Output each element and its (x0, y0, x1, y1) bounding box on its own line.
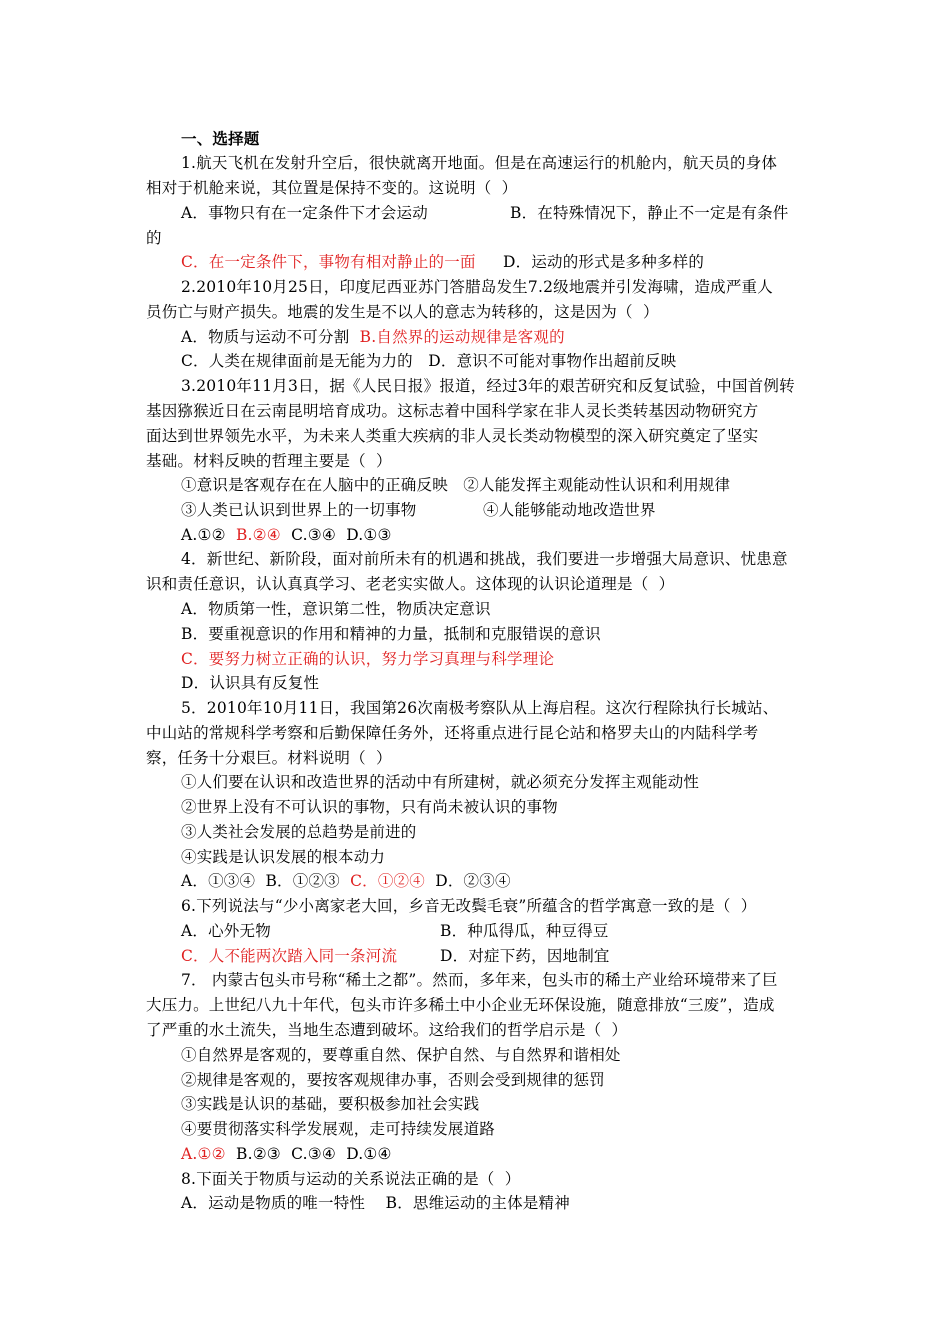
text-line (181, 1070, 605, 1090)
line-text: ①意识是客观存在在人脑中的正确反映 ②人能发挥主观能动性认识和利用规律 (181, 476, 731, 494)
line-text: ①人们要在认识和改造世界的活动中有所建树，就必须充分发挥主观能动性 (181, 773, 700, 791)
text-line (181, 946, 397, 966)
line-text: A．事物只有在一定条件下才会运动 (181, 204, 428, 222)
line-text: 基础。材料反映的哲理主要是（ ） (146, 452, 392, 470)
answer-highlight: B.自然界的运动规律是客观的 (359, 328, 565, 346)
text-line (181, 772, 699, 792)
text-line (181, 624, 601, 644)
line-text: A．物质第一性，意识第二性，物质决定意识 (181, 600, 491, 618)
text-line (510, 203, 789, 223)
text-line (146, 574, 674, 594)
line-text: B．种瓜得瓜，种豆得豆 (440, 922, 609, 940)
text-line (146, 178, 517, 198)
line-text: ③人类已认识到世界上的一切事物 (181, 501, 417, 519)
text-line (146, 451, 392, 471)
line-text: C．人类在规律面前是无能为力的 D．意识不可能对事物作出超前反映 (181, 352, 677, 370)
line-text: ③实践是认识的基础，要积极参加社会实践 (181, 1095, 480, 1113)
line-text: 8.下面关于物质与运动的关系说法正确的是（ ） (181, 1170, 521, 1188)
line-text: 1.航天飞机在发射升空后，很快就离开地面。但是在高速运行的机舱内，航天员的身体 (181, 154, 778, 172)
answer-highlight: C．①②④ (350, 872, 425, 890)
text-line (181, 871, 511, 891)
line-text: 7． 内蒙古包头市号称“稀土之都”。然而，多年来，包头市的稀土产业给环境带来了巨 (181, 971, 778, 989)
text-line (181, 376, 795, 396)
text-line (181, 500, 417, 520)
text-line (181, 153, 777, 173)
text-line (181, 797, 558, 817)
text-line (483, 500, 656, 520)
line-text: 相对于机舱来说，其位置是保持不变的。这说明（ ） (146, 179, 518, 197)
answer-highlight: C．在一定条件下，事物有相对静止的一面 (181, 253, 476, 271)
line-text: 4．新世纪、新阶段，面对前所未有的机遇和挑战，我们要进一步增强大局意识、忧患意 (181, 550, 788, 568)
text-line (181, 549, 788, 569)
text-line (146, 228, 162, 248)
heading-text: 一、选择题 (181, 129, 260, 148)
text-line (146, 302, 659, 322)
line-text: B．要重视意识的作用和精神的力量，抵制和克服错误的意识 (181, 625, 601, 643)
line-text: D．运动的形式是多种多样的 (503, 253, 705, 271)
line-text: ③人类社会发展的总趋势是前进的 (181, 823, 417, 841)
text-line (440, 946, 610, 966)
text-line (181, 847, 385, 867)
line-text: A．物质与运动不可分割 (181, 328, 360, 346)
text-line (181, 896, 757, 916)
line-text: 基因猕猴近日在云南昆明培育成功。这标志着中国科学家在非人灵长类转基因动物研究方 (146, 402, 759, 420)
text-line (146, 401, 758, 421)
line-text: 员伤亡与财产损失。地震的发生是不以人的意志为转移的，这是因为（ ） (146, 303, 659, 321)
text-line (181, 475, 730, 495)
answer-highlight: A.①② (181, 1145, 226, 1163)
text-line (181, 1045, 621, 1065)
line-text: A.①② (181, 526, 236, 544)
answer-highlight: C．要努力树立正确的认识，努力学习真理与科学理论 (181, 650, 555, 668)
text-line (181, 203, 428, 223)
text-line (440, 921, 609, 941)
text-line (181, 970, 778, 990)
text-line (181, 1169, 520, 1189)
line-text: D．②③④ (424, 872, 511, 890)
answer-highlight: C．人不能两次踏入同一条河流 (181, 947, 398, 965)
line-text: D．对症下药，因地制宜 (440, 947, 610, 965)
line-text: C.③④ D.①③ (280, 526, 392, 544)
line-text: A．心外无物 (181, 922, 271, 940)
line-text: 3.2010年11月3日，据《人民日报》报道，经过3年的艰苦研究和反复试验，中国首例转 (181, 377, 795, 395)
line-text: ④实践是认识发展的根本动力 (181, 848, 386, 866)
line-text: 中山站的常规科学考察和后勤保障任务外，还将重点进行昆仑站和格罗夫山的内陆科学考 (146, 724, 759, 742)
line-text: ④人能够能动地改造世界 (483, 501, 656, 519)
line-text: D．认识具有反复性 (181, 674, 320, 692)
line-text: ②规律是客观的，要按客观规律办事，否则会受到规律的惩罚 (181, 1071, 605, 1089)
line-text: 2.2010年10月25日，印度尼西亚苏门答腊岛发生7.2级地震并引发海啸，造成严重人 (181, 278, 773, 296)
text-line (181, 351, 676, 371)
text-line (181, 1094, 479, 1114)
line-text: 6.下列说法与“少小离家老大回，乡音无改鬓毛衰”所蕴含的哲学寓意一致的是（ ） (181, 897, 757, 915)
text-line (146, 748, 392, 768)
line-text: 识和责任意识，认认真真学习、老老实实做人。这体现的认识论道理是（ ） (146, 575, 675, 593)
line-text: B.②③ C.③④ D.①④ (225, 1145, 392, 1163)
line-text: 察，任务十分艰巨。材料说明（ ） (146, 749, 392, 767)
text-line (146, 426, 758, 446)
line-text: A．①③④ B．①②③ (181, 872, 351, 890)
line-text: 面达到世界领先水平，为未来人类重大疾病的非人灵长类动物模型的深入研究奠定了坚实 (146, 427, 759, 445)
line-text: ②世界上没有不可认识的事物，只有尚未被认识的事物 (181, 798, 558, 816)
text-line (181, 327, 565, 347)
text-line (146, 1020, 627, 1040)
line-text: A．运动是物质的唯一特性 B．思维运动的主体是精神 (181, 1194, 570, 1212)
text-line (181, 822, 417, 842)
answer-highlight: B.②④ (235, 526, 281, 544)
line-text: ①自然界是客观的，要尊重自然、保护自然、与自然界和谐相处 (181, 1046, 621, 1064)
text-line (146, 995, 775, 1015)
line-text: B．在特殊情况下，静止不一定是有条件 (510, 204, 789, 222)
text-line (181, 1144, 392, 1164)
line-text: 的 (146, 229, 162, 247)
text-line (146, 723, 758, 743)
text-line (181, 599, 491, 619)
text-line (181, 649, 554, 669)
text-line (181, 252, 476, 272)
text-line (181, 525, 392, 545)
line-text: 5．2010年10月11日，我国第26次南极考察队从上海启程。这次行程除执行长城站、 (181, 699, 779, 717)
text-line (181, 673, 319, 693)
section-title (181, 129, 260, 149)
text-line (181, 1193, 570, 1213)
text-line (181, 1119, 495, 1139)
line-text: 了严重的水土流失，当地生态遭到破坏。这给我们的哲学启示是（ ） (146, 1021, 628, 1039)
text-line (503, 252, 704, 272)
text-line (181, 921, 271, 941)
text-line (181, 698, 778, 718)
text-line (181, 277, 773, 297)
line-text: ④要贯彻落实科学发展观，走可持续发展道路 (181, 1120, 496, 1138)
line-text: 大压力。上世纪八九十年代，包头市许多稀土中小企业无环保设施，随意排放“三废”，造成 (146, 996, 775, 1014)
